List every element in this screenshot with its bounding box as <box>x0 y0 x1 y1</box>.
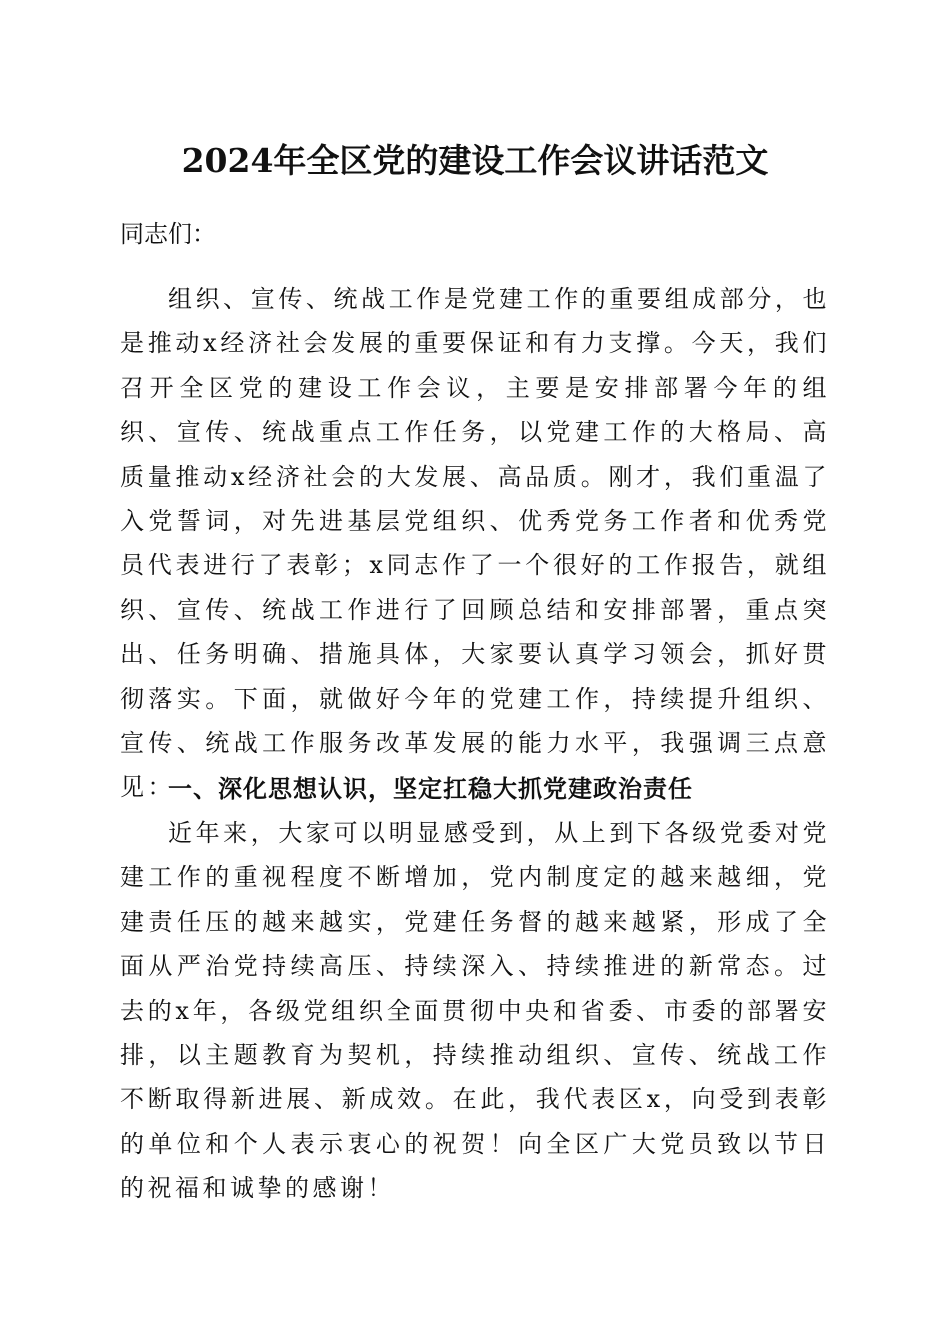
salutation: 同志们： <box>120 220 216 248</box>
paragraph-section-1: 近年来，大家可以明显感受到，从上到下各级党委对党建工作的重视程度不断增加，党内制度定的越来越细，党建责任压的越来越实，党建任务督的越来越紧，形成了全面从严治党持续高压、持续深入、持续推进的新常态。过去的x年，各级党组织全面贯彻中央和省委、市委的部署安排，以主题教育为契机，持续推动组织、宣传、统战工作不断取得新进展、新成效。在此，我代表区x，向受到表彰的单位和个人表示衷心的祝贺！向全区广大党员致以节日的祝福和诚挚的感谢！ <box>120 819 830 1203</box>
document-title: 2024年全区党的建设工作会议讲话范文 <box>181 141 769 180</box>
paragraph-intro: 组织、宣传、统战工作是党建工作的重要组成部分，也是推动x经济社会发展的重要保证和有力支撑。今天，我们召开全区党的建设工作会议，主要是安排部署今年的组织、宣传、统战重点工作任务，以党建工作的大格局、高质量推动x经济社会的大发展、高品质。刚才，我们重温了入党誓词，对先进基层党组织、优秀党务工作者和优秀党员代表进行了表彰；x同志作了一个很好的工作报告，就组织、宣传、统战工作进行了回顾总结和安排部署，重点突出、任务明确、措施具体，大家要认真学习领会，抓好贯彻落实。下面，就做好今年的党建工作，持续提升组织、宣传、统战工作服务改革发展的能力水平，我强调三点意见： <box>120 285 830 802</box>
section-heading-1: 一、深化思想认识，坚定扛稳大抓党建政治责任 <box>168 775 693 803</box>
